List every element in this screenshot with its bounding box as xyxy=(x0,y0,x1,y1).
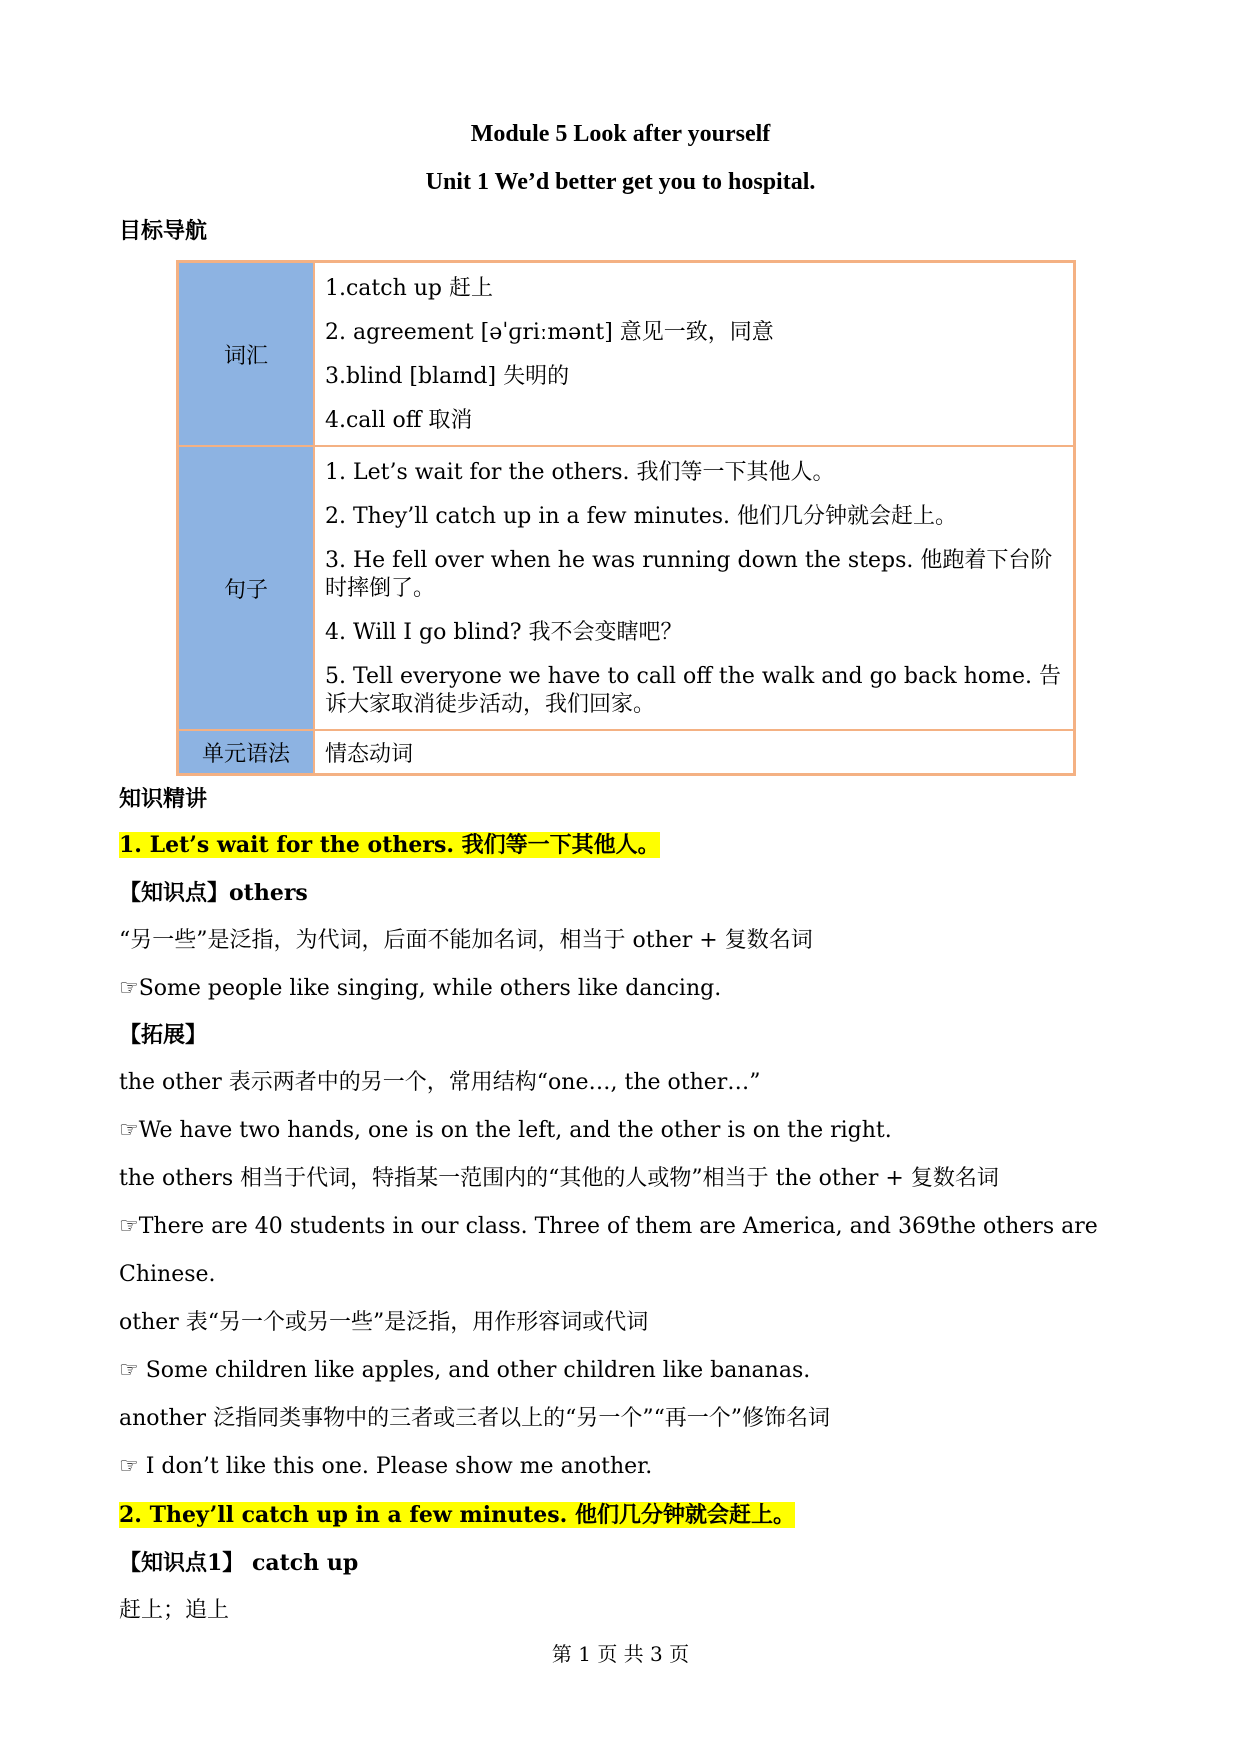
unit-title: Unit 1 We’d better get you to hospital. xyxy=(425,169,816,195)
sentence-item: 3. He fell over when he was running down the steps. 他跑着下台阶时摔倒了。 xyxy=(325,548,1053,601)
vocab-item: 2. agreement [əˈɡriːmənt] 意见一致，同意 xyxy=(325,320,774,345)
point1-knowledge-point: 【知识点】others xyxy=(119,880,308,906)
expand-item: the other 表示两者中的另一个，常用结构“one…, the other…” xyxy=(119,1070,761,1095)
expand-item: another 泛指同类事物中的三者或三者以上的“另一个”“再一个”修饰名词 xyxy=(119,1406,831,1431)
vocab-label: 词汇 xyxy=(178,262,315,447)
expand-example: ☞There are 40 students in our class. Three of them are America, and 369the others are xyxy=(119,1214,1098,1239)
vocab-item: 1.catch up 赶上 xyxy=(325,276,493,301)
point2-definition: 赶上；追上 xyxy=(119,1598,230,1623)
knowledge-heading: 知识精讲 xyxy=(119,786,208,812)
expand-item: the others 相当于代词，特指某一范围内的“其他的人或物”相当于 the other + 复数名词 xyxy=(119,1166,999,1191)
expand-example: ☞We have two hands, one is on the left, and the other is on the right. xyxy=(119,1118,892,1143)
expand-heading: 【拓展】 xyxy=(119,1022,208,1048)
vocab-item: 4.call off 取消 xyxy=(325,408,473,433)
expand-item: other 表“另一个或另一些”是泛指，用作形容词或代词 xyxy=(119,1310,649,1335)
goal-heading: 目标导航 xyxy=(119,218,208,244)
point2-title: 2. They’ll catch up in a few minutes. 他们几分钟就会赶上。 xyxy=(119,1502,795,1528)
grammar-value: 情态动词 xyxy=(314,730,1075,775)
expand-example: ☞ Some children like apples, and other children like bananas. xyxy=(119,1358,811,1383)
sentence-item: 2. They’ll catch up in a few minutes. 他们几分钟就会赶上。 xyxy=(325,504,958,529)
point2-knowledge-point: 【知识点1】 catch up xyxy=(119,1550,359,1576)
expand-example: ☞ I don’t like this one. Please show me another. xyxy=(119,1454,653,1479)
sentence-item: 1. Let’s wait for the others. 我们等一下其他人。 xyxy=(325,460,835,485)
page-footer: 第 1 页 共 3 页 xyxy=(551,1642,690,1666)
grammar-label: 单元语法 xyxy=(178,730,315,775)
goal-table xyxy=(176,260,1076,776)
vocab-item: 3.blind [blaɪnd] 失明的 xyxy=(325,364,570,389)
sentence-row xyxy=(178,446,1075,730)
point1-definition: “另一些”是泛指，为代词，后面不能加名词，相当于 other + 复数名词 xyxy=(119,928,813,953)
point1-example: ☞Some people like singing, while others like dancing. xyxy=(119,976,722,1001)
grammar-row xyxy=(178,730,1075,775)
sentence-item: 4. Will I go blind? 我不会变瞎吧？ xyxy=(325,620,683,645)
sentence-item: 5. Tell everyone we have to call off the walk and go back home. 告诉大家取消徒步活动，我们回家。 xyxy=(325,664,1062,717)
expand-example-cont: Chinese. xyxy=(119,1262,216,1287)
point1-title: 1. Let’s wait for the others. 我们等一下其他人。 xyxy=(119,832,660,858)
vocab-row xyxy=(178,262,1075,447)
sentence-cell xyxy=(314,446,1075,730)
module-title: Module 5 Look after yourself xyxy=(470,121,771,147)
sentence-label: 句子 xyxy=(178,446,315,730)
vocab-cell xyxy=(314,262,1075,447)
